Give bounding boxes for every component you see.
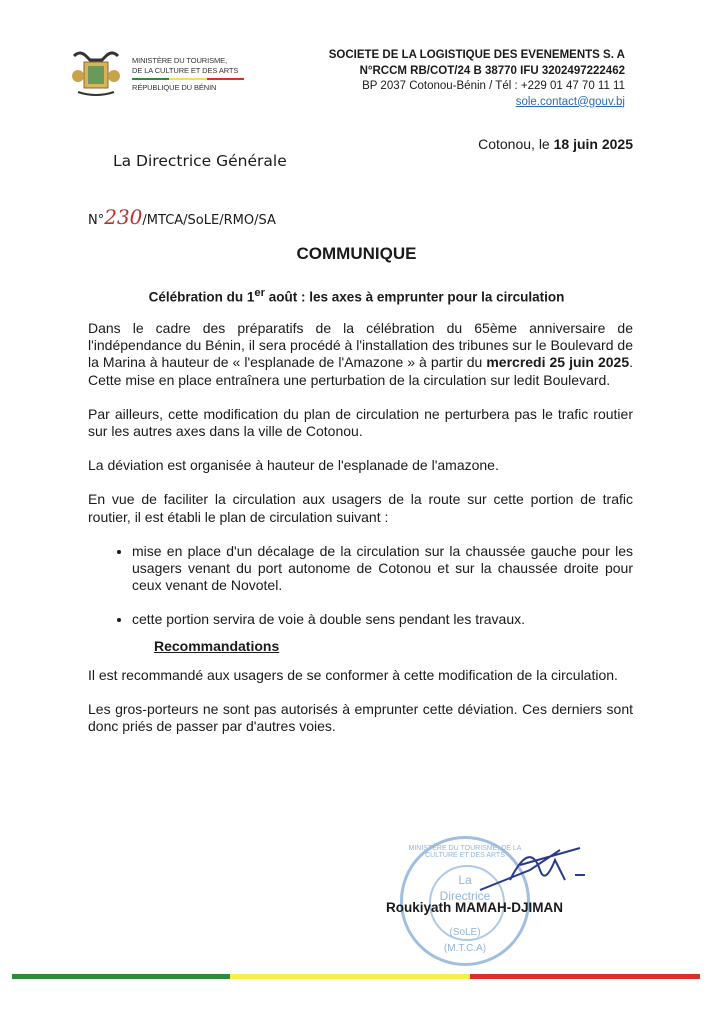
stamp-line-1: La <box>458 873 472 887</box>
date-bold: mercredi 25 juin 2025 <box>486 354 630 371</box>
country-name: RÉPUBLIQUE DU BÉNIN <box>132 83 217 92</box>
stamp-line-2: Directrice <box>439 889 491 903</box>
reference-number <box>88 205 276 229</box>
paragraph-6: Les gros-porteurs ne sont pas autorisés à emprunter cette déviation. Ces derniers sont donc priés de passer par d'autres voies. <box>88 701 633 735</box>
coat-of-arms-logo <box>70 48 122 98</box>
company-name: SOCIETE DE LA LOGISTIQUE DES EVENEMENTS S. A <box>328 49 625 61</box>
subtitle-part: août : les axes à emprunter pour la circulation <box>265 289 565 305</box>
company-address: BP 2037 Cotonou-Bénin / Tél : +229 01 47 70 11 11 <box>362 80 625 92</box>
document-body <box>88 320 633 752</box>
subtitle-sup: er <box>254 287 266 299</box>
list-item: • mise en place d'un décalage de la circulation sur la chaussée gauche pour les usagers venant du port autonome de Cotonou et sur la chaussée droite pour ceux venant de Novotel. <box>132 543 633 595</box>
ref-number: 230 <box>104 205 143 229</box>
date-prefix: Cotonou, le <box>478 136 554 152</box>
stamp-abbr-2: (M.T.C.A) <box>443 943 487 954</box>
recommendations-heading: Recommandations <box>154 637 280 654</box>
signature <box>470 840 600 905</box>
paragraph-1 <box>88 320 633 389</box>
flag-footer-bar <box>12 974 700 979</box>
date-value: 18 juin 2025 <box>553 136 633 152</box>
text: Dans le cadre des préparatifs de la célébration du 65ème anniversaire de l'indépendance du Bénin, il sera procédé à l'installation des tribunes sur le Boulevard de la Marina à hauteur de « l'esplanade de l'Amazone » à partir du <box>88 320 633 371</box>
paragraph-3: La déviation est organisée à hauteur de l'esplanade de l'amazone. <box>88 457 499 474</box>
document-subtitle <box>0 287 713 305</box>
sender-title: La Directrice Générale <box>113 152 287 170</box>
ministry-line-1: MINISTÈRE DU TOURISME, <box>132 56 228 65</box>
paragraph-5: Il est recommandé aux usagers de se conformer à cette modification de la circulation. <box>88 666 618 683</box>
date-line <box>478 136 633 152</box>
ref-prefix: N° <box>88 213 105 228</box>
company-email-link[interactable]: sole.contact@gouv.bj <box>515 95 625 108</box>
paragraph-4: En vue de faciliter la circulation aux usagers de la route sur cette portion de trafic routier, il est établi le plan de circulation suivant : <box>88 491 633 525</box>
ministry-line-2: DE LA CULTURE ET DES ARTS <box>132 66 239 75</box>
list-item: • cette portion servira de voie à double sens pendant les travaux. <box>132 611 633 628</box>
ref-suffix: /MTCA/SoLE/RMO/SA <box>142 213 276 228</box>
ministry-block <box>132 56 244 93</box>
paragraph-2: Par ailleurs, cette modification du plan de circulation ne perturbera pas le trafic routier sur les autres axes dans la ville de Cotonou. <box>88 405 633 440</box>
stamp-abbr: (SoLE) <box>449 927 481 938</box>
stamp-ring-text: MINISTÈRE DU TOURISME, DE LA CULTURE ET DES ARTS <box>408 845 522 859</box>
subtitle-part: Célébration du 1 <box>148 289 255 305</box>
company-block <box>329 48 625 110</box>
flag-divider <box>132 78 244 80</box>
signer-name: Roukiyath MAMAH-DJIMAN <box>386 900 563 915</box>
company-registration: N°RCCM RB/COT/24 B 38770 IFU 3202497222462 <box>359 64 625 77</box>
text: . Cette mise en place entraînera une perturbation de la circulation sur ledit Boulevard. <box>88 354 633 388</box>
document-title: COMMUNIQUE <box>296 244 417 263</box>
circulation-plan-list <box>88 543 633 629</box>
